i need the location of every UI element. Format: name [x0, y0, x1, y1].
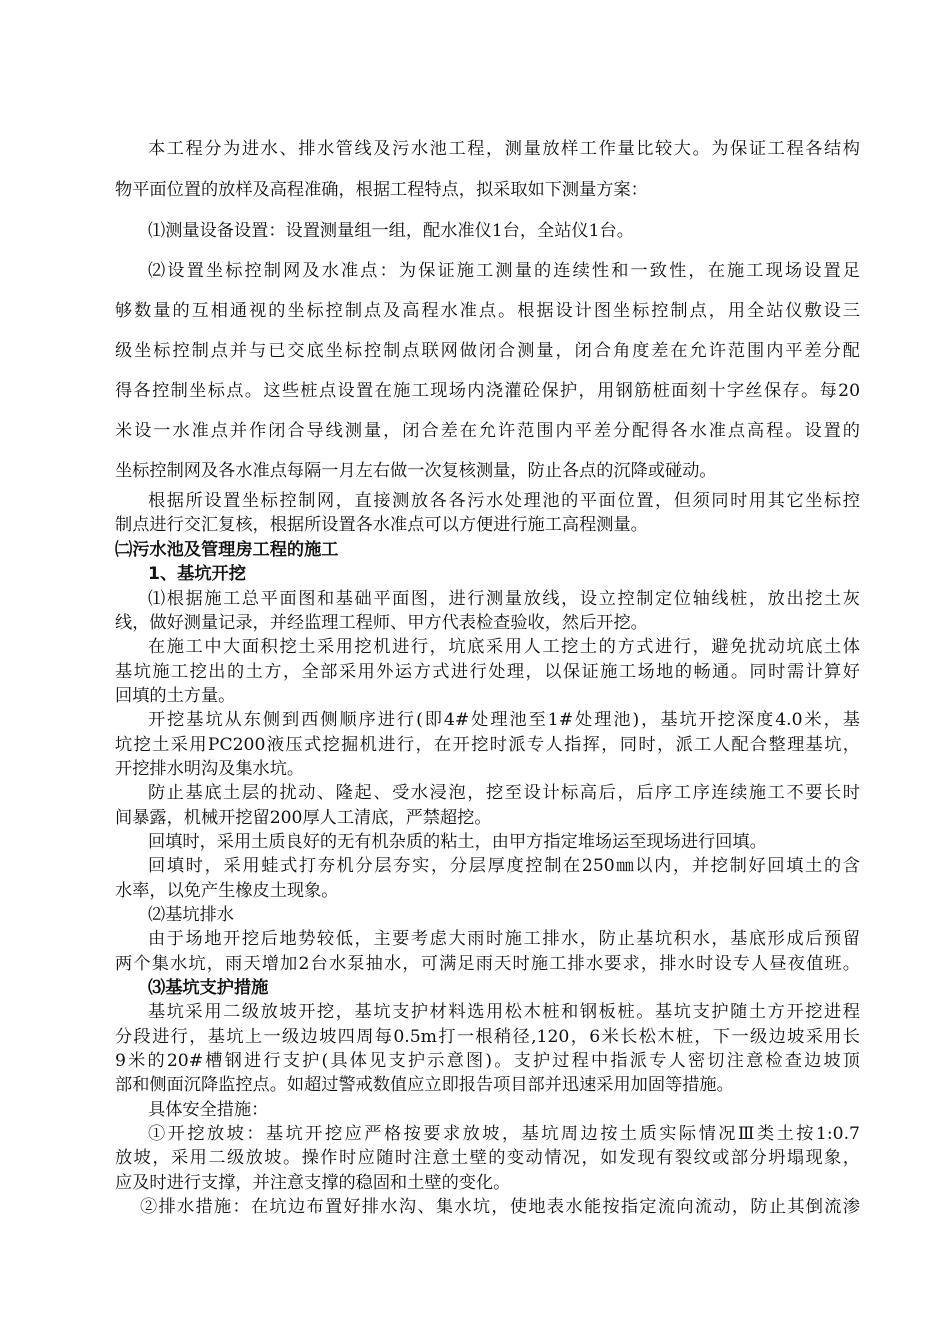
section-heading: ㈡污水池及管理房工程的施工 — [115, 540, 339, 560]
paragraph-line: 具体安全措施： — [148, 1100, 269, 1120]
paragraph-line: 线，做好测量记录，并经监理工程师、甲方代表检查验收，然后开挖。 — [115, 613, 648, 633]
paragraph-line: 回填时，采用蛙式打夯机分层夯实，分层厚度控制在250㎜以内，并挖制好回填土的含 — [148, 856, 860, 876]
paragraph-line: 回填时，采用土质良好的无有机杂质的粘土，由甲方指定堆场运至现场进行回填。 — [148, 832, 767, 852]
paragraph-line: 水率，以免产生橡皮土现象。 — [115, 881, 339, 901]
paragraph-line: ⑵基坑排水 — [148, 905, 234, 925]
paragraph-line: 两个集水坑，雨天增加2台水泵抽水，可满足雨天时施工排水要求，排水时设专人昼夜值班。 — [115, 954, 860, 974]
subsection-heading: 1、基坑开挖 — [148, 564, 246, 584]
paragraph-line: 够数量的互相通视的坐标控制点及高程水准点。根据设计图坐标控制点，用全站仪敷设三 — [115, 301, 860, 321]
paragraph-line: 部和侧面沉降监控点。如超过警戒数值应立即报告项目部并迅速采用加固等措施。 — [115, 1075, 734, 1095]
paragraph-line: 分段进行，基坑上一级边坡四周每0.5m打一根稍径,120，6米长松木桩，下一级边坡采用长 — [115, 1027, 860, 1047]
paragraph-line: 开挖基坑从东侧到西侧顺序进行(即4#处理池至1#处理池)，基坑开挖深度4.0米，基 — [148, 710, 860, 730]
paragraph-line: 开挖排水明沟及集水坑。 — [115, 759, 305, 779]
paragraph-line: 由于场地开挖后地势较低，主要考虑大雨时施工排水，防止基坑积水，基底形成后预留 — [148, 929, 860, 949]
paragraph-line: ⑴根据施工总平面图和基础平面图，进行测量放线，设立控制定位轴线桩，放出挖土灰 — [148, 589, 860, 609]
paragraph-line: 本工程分为进水、排水管线及污水池工程，测量放样工作量比较大。为保证工程各结构 — [148, 139, 860, 159]
paragraph-line: 基坑采用二级放坡开挖，基坑支护材料选用松木桩和钢板桩。基坑支护随土方开挖进程 — [148, 1002, 860, 1022]
paragraph-line: ⑵设置坐标控制网及水准点：为保证施工测量的连续性和一致性，在施工现场设置足 — [148, 261, 860, 281]
paragraph-line: 间暴露，机械开挖留200厚人工清底，严禁超挖。 — [115, 808, 492, 828]
paragraph-line: 在施工中大面积挖土采用挖机进行，坑底采用人工挖土的方式进行，避免扰动坑底土体 — [148, 637, 860, 657]
paragraph-line: 放坡，采用二级放坡。操作时应随时注意土壁的变动情况，如发现有裂纹或部分坍塌现象， — [115, 1148, 860, 1168]
paragraph-line: 防止基底土层的扰动、隆起、受水浸泡，挖至设计标高后，后序工序连续施工不要长时 — [148, 783, 860, 803]
paragraph-line: ②排水措施：在坑边布置好排水沟、集水坑，使地表水能按指定流向流动，防止其倒流渗 — [140, 1197, 860, 1217]
paragraph-line: 米设一水准点并作闭合导线测量，闭合差在允许范围内平差分配得各水准点高程。设置的 — [115, 421, 860, 441]
subsection-heading: ⑶基坑支护措施 — [148, 978, 269, 998]
paragraph-line: 坐标控制网及各水准点每隔一月左右做一次复核测量，防止各点的沉降或碰动。 — [115, 461, 717, 481]
paragraph-line: 根据所设置坐标控制网，直接测放各各污水处理池的平面位置，但须同时用其它坐标控 — [148, 491, 860, 511]
paragraph-line: ①开挖放坡：基坑开挖应严格按要求放坡，基坑周边按土质实际情况Ⅲ类土按1:0.7 — [148, 1124, 860, 1144]
paragraph-line: 坑挖土采用PC200液压式挖掘机进行，在开挖时派专人指挥，同时，派工人配合整理基坑， — [115, 735, 860, 755]
paragraph-line: 应及时进行支撑，并注意支撑的稳固和土壁的变化。 — [115, 1173, 511, 1193]
paragraph-line: 得各控制坐标点。这些桩点设置在施工现场内浇灌砼保护，用钢筋桩面刻十字丝保存。每20 — [115, 381, 860, 401]
paragraph-line: 回填的土方量。 — [115, 686, 236, 706]
paragraph-line: 基坑施工挖出的土方，全部采用外运方式进行处理，以保证施工场地的畅通。同时需计算好 — [115, 662, 860, 682]
paragraph-line: 级坐标控制点并与已交底坐标控制点联网做闭合测量，闭合角度差在允许范围内平差分配 — [115, 341, 860, 361]
paragraph-line: 物平面位置的放样及高程准确，根据工程特点，拟采取如下测量方案： — [115, 180, 648, 200]
paragraph-line: 制点进行交汇复核，根据所设置各水准点可以方便进行施工高程测量。 — [115, 515, 648, 535]
paragraph-line: 9米的20#槽钢进行支护(具体见支护示意图)。支护过程中指派专人密切注意检查边坡顶 — [115, 1051, 860, 1071]
paragraph-line: ⑴测量设备设置：设置测量组一组，配水准仪1台，全站仪1台。 — [148, 221, 634, 241]
